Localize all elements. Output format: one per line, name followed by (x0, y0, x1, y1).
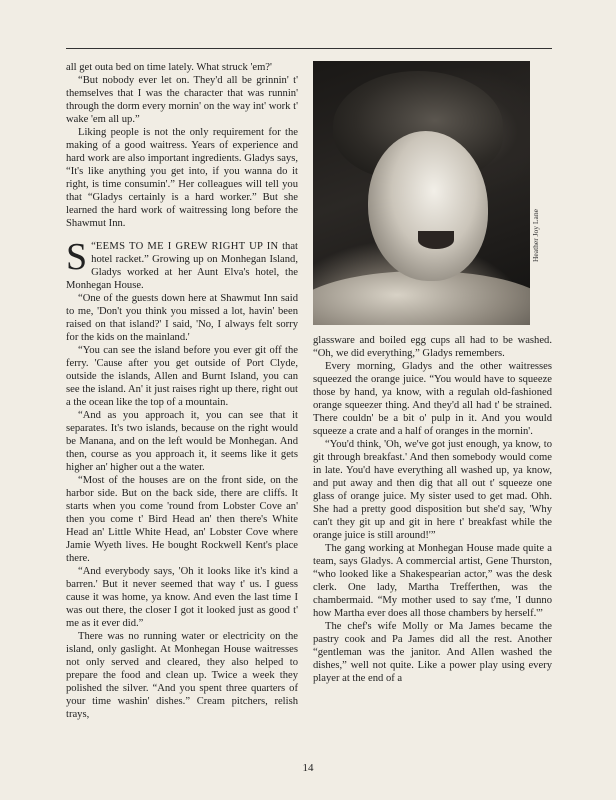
small-caps-lead: EEMS TO ME I GREW RIGHT UP IN (95, 241, 279, 252)
paragraph: “But nobody ever let on. They'd all be grinnin' t' themselves that I was the character that was runnin' through the dorm every mornin' on the way int' work t' wake 'em all up.” (66, 75, 298, 125)
portrait-photo (313, 61, 530, 325)
section-opening-paragraph (66, 236, 298, 292)
paragraph: “And everybody says, 'Oh it looks like it's kind a barren.' But it never seemed that way t' us. I guess cause it was home, ya know. And even the last time I was out there, the closer I got it looked just as good t' me as it ever did.” (66, 566, 298, 629)
opening-quote: “ (91, 241, 96, 252)
paragraph: “You can see the island before you ever git off the ferry. 'Cause after you get outside of Port Clyde, outside the islands, Allen and Burnt Island, you can see the island. An' it just raises right up there, right out a the ocean like the top of a mountain. (66, 345, 298, 408)
page-number: 14 (302, 762, 314, 774)
paragraph: Liking people is not the only requirement for the making of a good waitress. Years of experience and hard work are also important ingredients. Gladys says, “It's like anything you get into, if you wanna do it right, is time consumin'.” Her colleagues will tell you that “Gladys certainly is a hard worker.” But she learned the hard work of waitressing long before the Shawmut Inn. (66, 127, 298, 229)
top-rule (66, 48, 552, 49)
right-column (313, 334, 552, 685)
photo-mouth (418, 231, 454, 249)
paragraph: all get outa bed on time lately. What struck 'em?' (66, 62, 272, 73)
paragraph: “Most of the houses are on the front side, on the harbor side. But on the back side, there are cliffs. It starts when you come 'round from Lobster Cove an' then you come t' Bird Head an' then there's White Head an' Little White Head, an' Lobster Cove where Jamie Wyeth lives. He bought Rockwell Kent's place there. (66, 475, 298, 564)
paragraph: “You'd think, 'Oh, we've got just enough, ya know, to git through breakfast.' And then somebody would come in late. You'd have everything all washed up, ya know, and put away and then dig that all out t' squeeze one glass of orange juice. My sister used to get mad. Ohh. She had a pretty good disposition but she'd say, 'Why can't they git up and git in here t' breakfast while the orange juice is still around!'” (313, 439, 552, 541)
left-column (66, 61, 298, 721)
paragraph: “One of the guests down here at Shawmut Inn said to me, 'Don't you think you missed a lot, havin' been raised on that island?' I said, 'No, I always felt sorry for the kids on the mainland.' (66, 293, 298, 343)
photo-face (368, 131, 488, 281)
paragraph: glassware and boiled egg cups all had to be washed. “Oh, we did everything,” Gladys remembers. (313, 335, 552, 359)
photo-credit: Heather Joy Lane (531, 209, 540, 262)
paragraph: The gang working at Monhegan House made quite a team, says Gladys. A commercial artist, Gene Thurston, “who looked like a Shakespearian actor,” was the desk clerk. One lady, Martha Trefferthen, was the chambermaid. “My mother used to say t'me, 'I dunno how Martha ever does all those chambers by herself.'” (313, 543, 552, 619)
paragraph: Every morning, Gladys and the other waitresses squeezed the orange juice. “You would have to squeeze those by hand, ya know, with a regulah old-fashioned orange squeezer thing. And they'd all had t' be strained. There couldn' be a bit o' pulp in it. And you would squeeze a crate and a half of oranges in the mornin'. (313, 361, 552, 437)
paragraph: The chef's wife Molly or Ma James became the pastry cook and Pa James did all the rest. Another “gentleman was the janitor. And Allen washed the dishes,” well not quite. Like a power play using every player at the end of a (313, 621, 552, 684)
drop-cap: S (66, 236, 88, 278)
paragraph: There was no running water or electricity on the island, only gaslight. At Monhegan House waitresses not only served and cleared, they also helped to prepare the food and clean up. Twice a week they polished the silver. “And you spent three quarters of your time washin' dishes.” Cream pitchers, relish trays, (66, 631, 298, 720)
paragraph-rest: that hotel racket.” Growing up on Monhegan Island, Gladys worked at her Aunt Elva's hotel, the Monhegan House. (66, 241, 298, 291)
paragraph: “And as you approach it, you can see that it separates. It's two islands, because on the right would be Manana, and on the left would be Monhegan. And then, course as you approach it, it seems like it gets higher an' higher out a the water. (66, 410, 298, 473)
